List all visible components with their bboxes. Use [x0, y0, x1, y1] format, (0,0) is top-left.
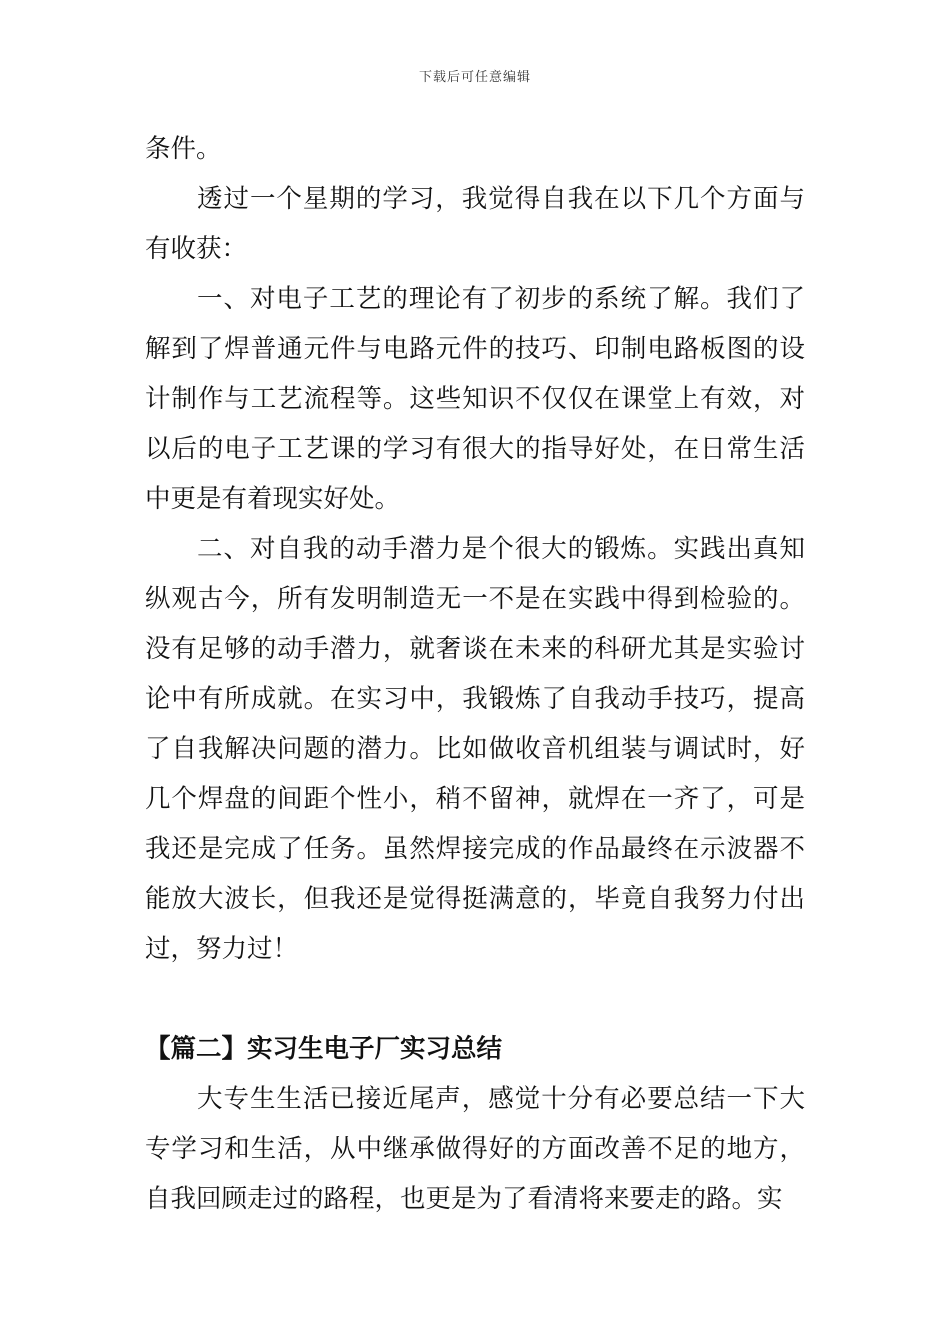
paragraph-point-two: 二、对自我的动手潜力是个很大的锻炼。实践出真知纵观古今，所有发明制造无一不是在实践中得到检验的。没有足够的动手潜力，就奢谈在未来的科研尤其是实验讨论中有所成就。在实习中，我锻炼了自我动手技巧，提高了自我解决问题的潜力。比如做收音机组装与调试时，好几个焊盘的间距个性小，稍不留神，就焊在一齐了，可是我还是完成了任务。虽然焊接完成的作品最终在示波器不能放大波长，但我还是觉得挺满意的，毕竟自我努力付出过，努力过！	[145, 534, 805, 964]
paragraph-section-start: 大专生生活已接近尾声，感觉十分有必要总结一下大专学习和生活，从中继承做得好的方面改善不足的地方，自我回顾走过的路程，也更是为了看清将来要走的路。实	[145, 1084, 805, 1214]
document-body	[145, 124, 805, 1224]
paragraph-intro: 透过一个星期的学习，我觉得自我在以下几个方面与有收获：	[145, 184, 805, 264]
section-title: 【篇二】实习生电子厂实习总结	[145, 1034, 503, 1064]
page-header: 下载后可任意编辑	[418, 70, 531, 85]
paragraph-continuation: 条件。	[145, 134, 222, 164]
paragraph-point-one: 一、对电子工艺的理论有了初步的系统了解。我们了解到了焊普通元件与电路元件的技巧、印制电路板图的设计制作与工艺流程等。这些知识不仅仅在课堂上有效，对以后的电子工艺课的学习有很大的指导好处，在日常生活中更是有着现实好处。	[145, 284, 805, 514]
